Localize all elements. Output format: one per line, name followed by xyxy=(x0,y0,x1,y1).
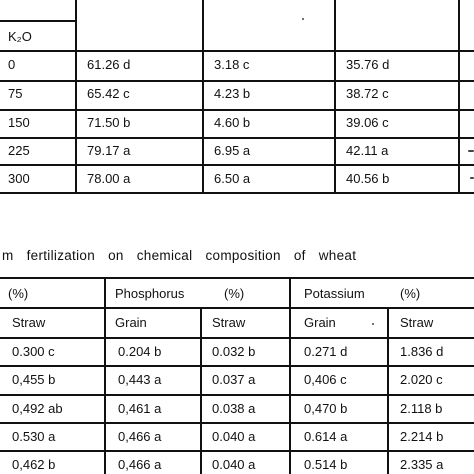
top-row-rate: 75 xyxy=(8,86,23,101)
bottom-row-cell: 0.038 a xyxy=(212,401,256,416)
bottom-table-rule xyxy=(0,450,474,452)
top-table-divider xyxy=(75,0,77,194)
top-table-divider xyxy=(202,0,204,194)
top-row-cell: 38.72 c xyxy=(346,86,389,101)
grain-subheader: Grain xyxy=(115,315,147,330)
bottom-row-cell: 0,406 c xyxy=(304,372,347,387)
bottom-row-cell: 0,443 a xyxy=(118,372,162,387)
bottom-row-cell: 0,461 a xyxy=(118,401,162,416)
bottom-row-cell: 0.530 a xyxy=(12,429,56,444)
top-row-cell: 6.50 a xyxy=(214,171,251,186)
bottom-table-divider xyxy=(387,307,389,474)
top-row-cell: 39.06 c xyxy=(346,115,389,130)
bottom-row-cell: 0,470 b xyxy=(304,401,348,416)
scan-speck xyxy=(302,18,304,20)
phosphorus-header: Phosphorus xyxy=(115,286,185,301)
top-row-rate: 150 xyxy=(8,115,30,130)
bottom-row-cell: 0.614 a xyxy=(304,429,348,444)
bottom-row-cell: 0.037 a xyxy=(212,372,256,387)
top-table-divider xyxy=(458,0,460,194)
top-row-cell: 35.76 d xyxy=(346,57,390,72)
top-table-header-k2o: K₂O xyxy=(8,29,32,44)
nitrogen-unit-header: (%) xyxy=(8,286,29,301)
table-caption: m fertilization on chemical composition of wheat xyxy=(2,248,357,263)
top-row-cell: 61.26 d xyxy=(87,57,131,72)
top-table-divider xyxy=(334,0,336,194)
bottom-table-rule xyxy=(0,307,474,309)
bottom-table-rule xyxy=(0,277,474,279)
bottom-row-cell: 0,466 a xyxy=(118,457,162,472)
top-table-rule xyxy=(0,109,474,111)
top-row-cell: 40.56 b xyxy=(346,171,390,186)
bottom-row-cell: 0.271 d xyxy=(304,344,348,359)
straw-subheader: Straw xyxy=(12,315,46,330)
bottom-row-cell: 0,466 a xyxy=(118,429,162,444)
top-row-cell: 65.42 c xyxy=(87,86,130,101)
bottom-row-cell: 1.836 d xyxy=(400,344,444,359)
bottom-row-cell: 0.300 c xyxy=(12,344,55,359)
bottom-row-cell: 2.020 c xyxy=(400,372,443,387)
top-row-cell: 71.50 b xyxy=(87,115,131,130)
bottom-table-rule xyxy=(0,394,474,396)
scan-speck xyxy=(372,323,374,325)
bottom-table-divider xyxy=(200,307,202,474)
bottom-row-cell: 0.032 b xyxy=(212,344,256,359)
bottom-row-cell: 2.214 b xyxy=(400,429,444,444)
bottom-row-cell: 0,462 b xyxy=(12,457,56,472)
cropped-glyph xyxy=(468,150,474,152)
cropped-glyph xyxy=(470,177,474,179)
phosphorus-unit-header: (%) xyxy=(224,286,245,301)
bottom-table-divider xyxy=(104,277,106,474)
bottom-table-rule xyxy=(0,337,474,339)
bottom-row-cell: 0.514 b xyxy=(304,457,348,472)
potassium-unit-header: (%) xyxy=(400,286,421,301)
straw-subheader: Straw xyxy=(400,315,434,330)
top-table-rule xyxy=(0,192,474,194)
bottom-table-divider xyxy=(289,277,291,474)
top-row-rate: 225 xyxy=(8,143,30,158)
top-row-rate: 300 xyxy=(8,171,30,186)
bottom-row-cell: 0,492 ab xyxy=(12,401,63,416)
bottom-table-rule xyxy=(0,365,474,367)
bottom-row-cell: 0.040 a xyxy=(212,457,256,472)
potassium-header: Potassium xyxy=(304,286,365,301)
bottom-row-cell: 0,455 b xyxy=(12,372,56,387)
top-row-cell: 6.95 a xyxy=(214,143,251,158)
top-table-rule xyxy=(0,137,474,139)
bottom-row-cell: 0.204 b xyxy=(118,344,162,359)
top-table-rule xyxy=(0,20,76,22)
top-table-rule xyxy=(0,50,474,52)
top-row-cell: 78.00 a xyxy=(87,171,131,186)
bottom-table-rule xyxy=(0,422,474,424)
bottom-row-cell: 2.335 a xyxy=(400,457,444,472)
top-table-rule xyxy=(0,164,474,166)
top-row-rate: 0 xyxy=(8,57,16,72)
top-row-cell: 4.23 b xyxy=(214,86,251,101)
top-row-cell: 4.60 b xyxy=(214,115,251,130)
bottom-row-cell: 2.118 b xyxy=(400,401,443,416)
top-row-cell: 79.17 a xyxy=(87,143,131,158)
top-row-cell: 42.11 a xyxy=(346,143,389,158)
top-row-cell: 3.18 c xyxy=(214,57,250,72)
grain-subheader: Grain xyxy=(304,315,336,330)
bottom-row-cell: 0.040 a xyxy=(212,429,256,444)
top-table-rule xyxy=(0,80,474,82)
straw-subheader: Straw xyxy=(212,315,246,330)
